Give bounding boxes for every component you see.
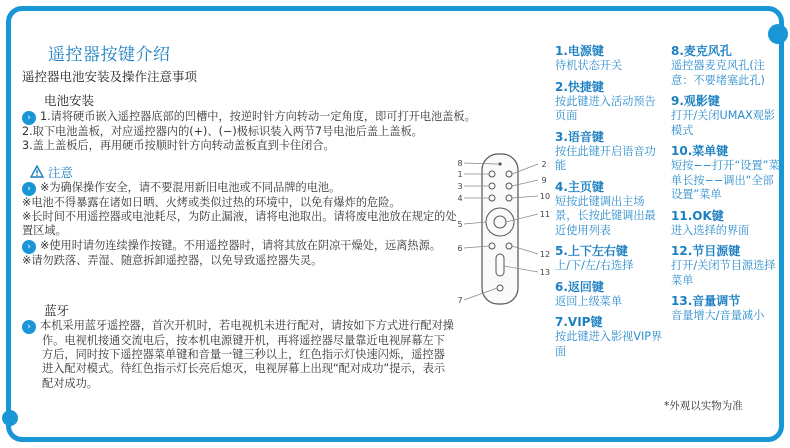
callout-number: 1	[457, 170, 463, 179]
bullet-icon: ›	[22, 320, 36, 334]
bullet-icon: ›	[22, 240, 36, 254]
note-heading: 注意	[30, 163, 73, 181]
callout-number: 7	[457, 296, 463, 305]
note-item: ※请勿跌落、弄湿、随意拆卸遥控器，以免导致遥控器失灵。	[22, 253, 323, 267]
callout-number: 3	[457, 182, 463, 191]
callout-number: 9	[541, 176, 547, 185]
note-item: ※长时间不用遥控器或电池耗尽，为防止漏液，请将电池取出。请将废电池放在规定的处置区域。	[22, 210, 457, 238]
key-item: 11.OK键 进入选择的界面	[671, 208, 750, 237]
battery-step: 3.盖上盖板后，再用硬币按顺时针方向转动盖板直到卡住闭合。	[22, 139, 335, 153]
remote-illustration	[454, 150, 554, 310]
key-item: 6.返回键 返回上级菜单	[555, 279, 623, 308]
key-item: 8.麦克风孔 遥控器麦克风孔(注意：不要堵塞此孔)	[671, 44, 765, 87]
note-item: ※电池不得暴露在诸如日晒、火烤或类似过热的环境中，以免有爆炸的危险。	[22, 196, 401, 209]
remote-diagram	[454, 150, 554, 310]
battery-steps	[22, 110, 562, 153]
bullet-icon: ›	[22, 182, 36, 196]
key-item: 9.观影键 打开/关闭UMAX观影模式	[671, 94, 776, 137]
key-item: 13.音量调节 音量增大/音量减小	[671, 294, 765, 322]
callout-number: 12	[539, 250, 551, 259]
callout-number: 11	[539, 210, 551, 219]
footnote: *外观以实物为准	[664, 400, 743, 412]
callout-number: 4	[457, 194, 463, 203]
bluetooth-heading: 蓝牙	[44, 303, 70, 318]
key-item: 2.快捷键 按此键进入活动预告页面	[555, 79, 656, 122]
battery-heading: 电池安装	[44, 93, 95, 108]
callout-number: 2	[541, 160, 547, 169]
warning-icon	[30, 165, 44, 178]
key-list-column-2	[671, 44, 783, 330]
key-item: 7.VIP键 按此键进入影视VIP界面	[555, 315, 663, 358]
mic-hole-icon	[498, 162, 501, 165]
key-item: 10.菜单键 短按−−打开“设置”菜单长按−−调出“全部设置”菜单	[671, 144, 780, 201]
note-item: › ※使用时请勿连续操作按键。不用遥控器时，请将其放在阴凉干燥处，远离热源。	[22, 239, 458, 254]
callout-number: 10	[539, 192, 551, 201]
callout-number: 5	[457, 220, 463, 229]
page-title: 遥控器按键介绍	[48, 45, 171, 65]
bluetooth-text: › 本机采用蓝牙遥控器，首次开机时，若电视机未进行配对，请按如下方式进行配对操作。电视机接通交流电后，按本机电源键开机，再将遥控器尽量靠近电视屏幕左下方后，同时按下遥控器菜单键和音量一键三秒以上，红色指示灯快速闪烁，遥控器进入配对模式。待红色指示灯长亮后熄灭，电视屏幕上出现“配对成功”提示，表示配对成功。	[22, 319, 454, 391]
key-item: 12.节目源键 打开/关闭节目源选择菜单	[671, 244, 776, 287]
key-item: 3.语音键 按住此键开启语音功能	[555, 129, 656, 172]
frame-corner-dot	[768, 24, 788, 44]
battery-step: › 1.请将硬币嵌入遥控器底部的凹槽中，按逆时针方向转动一定角度，即可打开电池盖板。	[22, 110, 562, 125]
callout-number: 8	[457, 159, 463, 168]
key-list-column-1	[555, 44, 665, 365]
note-item: › ※为确保操作安全，请不要混用新旧电池或不同品牌的电池。	[22, 181, 458, 196]
bullet-icon: ›	[22, 111, 36, 125]
key-item: 1.电源键 待机状态开关	[555, 44, 623, 72]
key-item: 5.上下左右键 上/下/左/右选择	[555, 244, 634, 272]
callout-number: 13	[539, 268, 551, 277]
callout-number: 6	[457, 244, 463, 253]
notes-list	[22, 181, 458, 268]
key-item: 4.主页键 短按此键调出主场景，长按此键调出最近使用列表	[555, 179, 656, 237]
battery-step: 2.取下电池盖板，对应遥控器内的(+)、(−)极标识装入两节7号电池后盖上盖板。	[22, 125, 423, 138]
section-subtitle: 遥控器电池安装及操作注意事项	[22, 69, 198, 84]
frame-corner-dot-bottom	[2, 410, 18, 426]
